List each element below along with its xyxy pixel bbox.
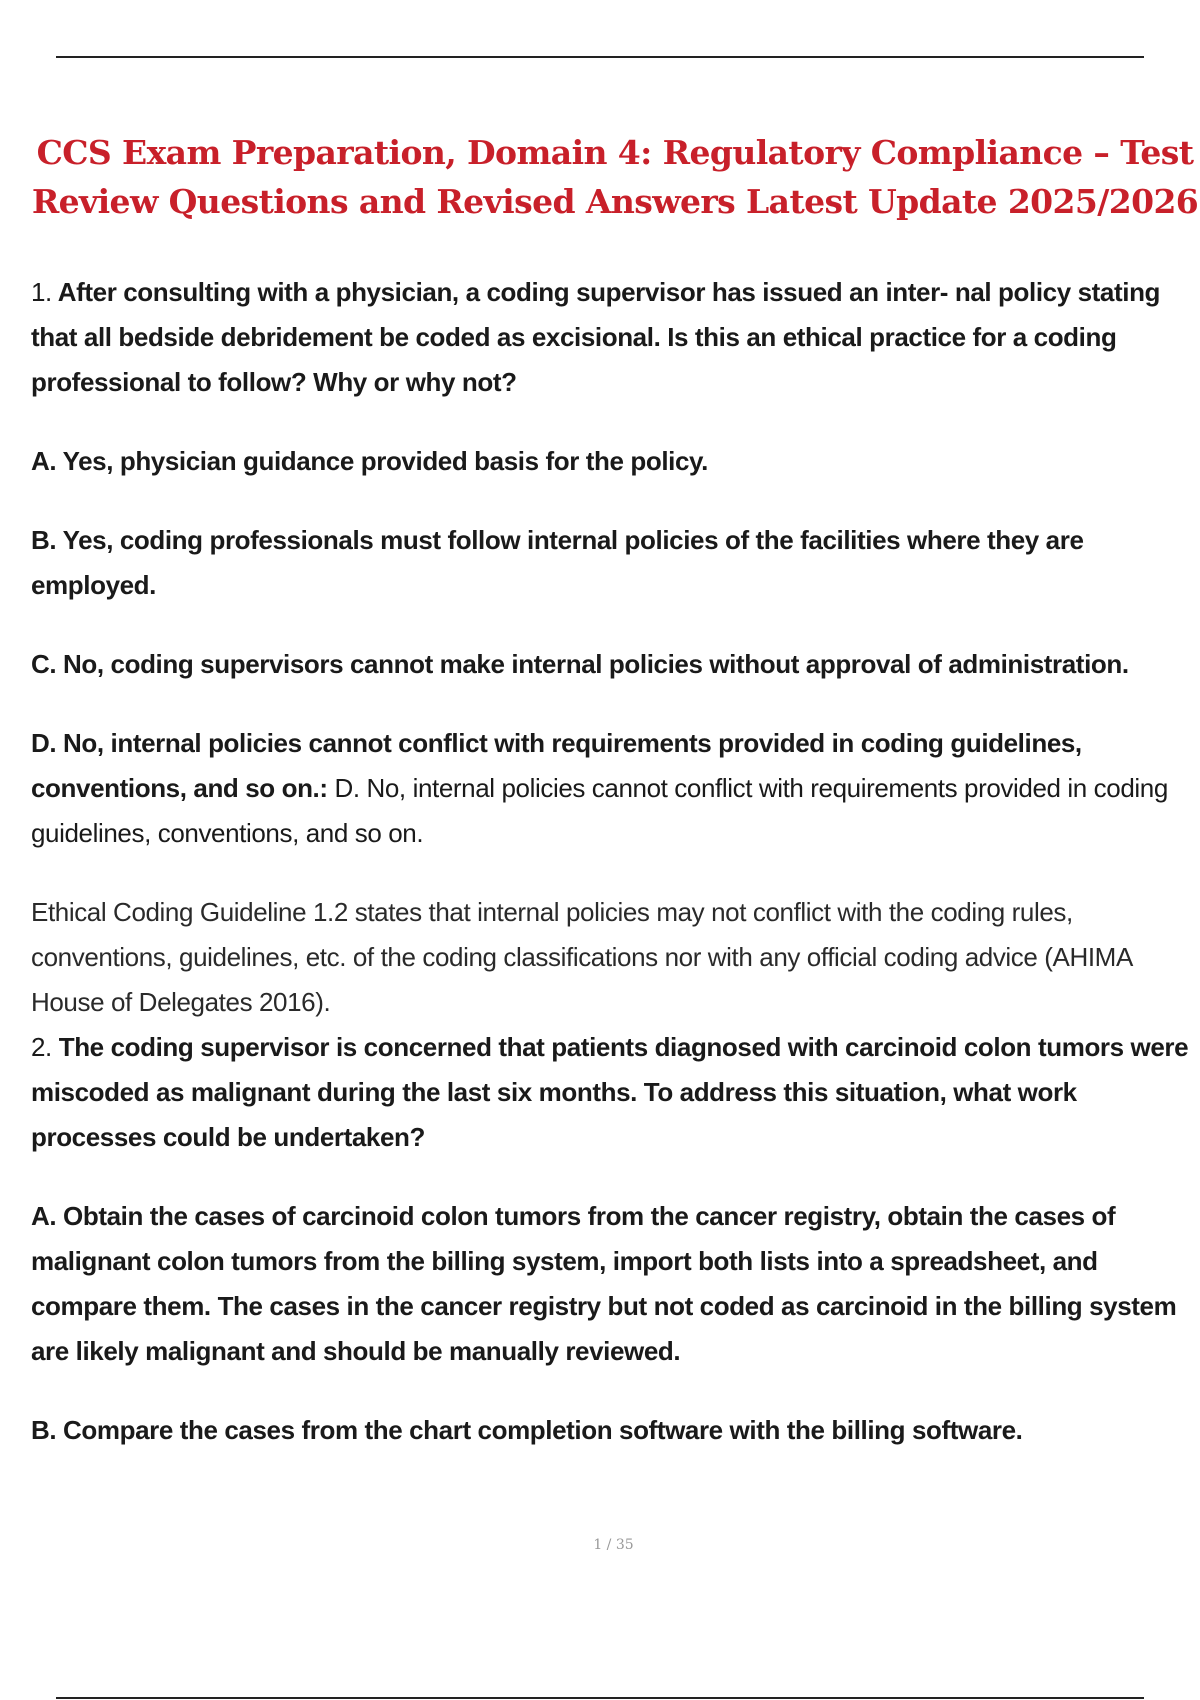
- option-text: No, coding supervisors cannot make internal policies without approval of administration.: [63, 649, 1129, 679]
- document-title: CCS Exam Preparation, Domain 4: Regulatory Compliance – Test Review Questions and Revised Answers Latest Update 2025/2026: [31, 133, 1199, 221]
- question-text: The coding supervisor is concerned that patients diagnosed with carcinoid colon tumors were miscoded as malignant during the last six months. To address this situation, what work processes could be undertaken?: [31, 1032, 1189, 1152]
- explanation: Ethical Coding Guideline 1.2 states that internal policies may not conflict with the coding rules, conventions, guidelines, etc. of the coding classifications nor with any official coding advice (AHIMA House of Delegates 2016).: [31, 897, 1132, 1017]
- option-b: [31, 1408, 1200, 1453]
- option-text: Obtain the cases of carcinoid colon tumors from the cancer registry, obtain the cases of malignant colon tumors from the billing system, import both lists into a spreadsheet, and compare them. The cases in the cancer registry but not coded as carcinoid in the billing system are likely malignant and should be manually reviewed.: [31, 1201, 1177, 1366]
- top-rule: [56, 56, 1144, 58]
- option-letter: A.: [31, 446, 57, 476]
- question-text: After consulting with a physician, a coding supervisor has issued an inter- nal policy stating that all bedside debridement be coded as excisional. Is this an ethical practice for a coding professional to follow? Why or why not?: [31, 277, 1161, 397]
- question-2: [31, 1025, 1200, 1160]
- option-letter: B.: [31, 1415, 57, 1445]
- option-letter: D.: [31, 728, 57, 758]
- answer-text: D. No, internal policies cannot conflict with requirements provided in coding guidelines, conventions, and so on.: [31, 773, 1168, 848]
- option-c: [31, 642, 1200, 687]
- option-letter: B.: [31, 525, 57, 555]
- option-text: Yes, coding professionals must follow internal policies of the facilities where they are employed.: [31, 525, 1084, 600]
- option-letter: C.: [31, 649, 57, 679]
- option-text: Yes, physician guidance provided basis for the policy.: [62, 446, 708, 476]
- option-a: [31, 439, 1200, 484]
- question-number: 2.: [31, 1032, 52, 1062]
- option-letter: A.: [31, 1201, 57, 1231]
- option-a: [31, 1194, 1200, 1374]
- question-1: [31, 270, 1200, 405]
- bottom-rule: [56, 1697, 1144, 1699]
- option-text: Compare the cases from the chart completion software with the billing software.: [63, 1415, 1023, 1445]
- question-number: 1.: [31, 277, 52, 307]
- option-text: No, internal policies cannot conflict with requirements provided in coding guidelines, conventions, and so on.:: [31, 728, 1082, 803]
- option-d: [31, 721, 1200, 856]
- option-b: [31, 518, 1200, 608]
- page-number: 1 / 35: [593, 1537, 634, 1553]
- document-body: [31, 270, 1200, 1453]
